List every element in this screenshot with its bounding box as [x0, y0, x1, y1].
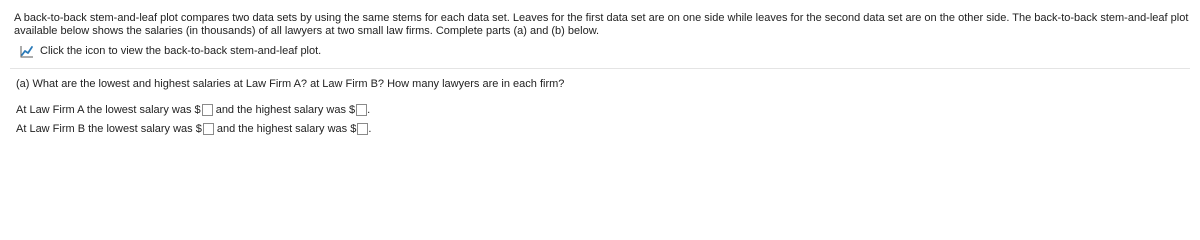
firm-b-highest-input[interactable] — [357, 123, 368, 135]
section-divider — [10, 68, 1190, 69]
intro-text: A back-to-back stem-and-leaf plot compares two data sets by using the same stems for each data set. Leaves for the first data set are on one side while leaves for the second data set are on the other side. The back-to-back stem-and-leaf plot available below shows the salaries (in thousands) of all lawyers at two small law firms. Complete parts (a) and (b) below. — [14, 12, 1189, 37]
firm-a-highest-input[interactable] — [356, 104, 367, 116]
question-a: (a) What are the lowest and highest salaries at Law Firm A? at Law Firm B? How many lawyers are in each firm? — [16, 78, 565, 90]
line-chart-icon[interactable] — [20, 45, 34, 58]
firm-a-suffix: . — [367, 104, 371, 116]
firm-a-lowest-input[interactable] — [202, 104, 213, 116]
firm-a-lowest-prefix: At Law Firm A the lowest salary was $ — [16, 104, 201, 116]
view-plot-link[interactable] — [20, 44, 321, 58]
firm-b-lowest-prefix: At Law Firm B the lowest salary was $ — [16, 123, 202, 135]
firm-b-suffix: . — [368, 123, 372, 135]
firm-a-highest-prefix: and the highest salary was $ — [212, 104, 356, 116]
problem-intro — [14, 12, 1190, 37]
answer-row-firm-b — [16, 122, 371, 136]
firm-b-highest-prefix: and the highest salary was $ — [213, 123, 357, 135]
view-plot-label[interactable]: Click the icon to view the back-to-back stem-and-leaf plot. — [40, 45, 322, 57]
firm-b-lowest-input[interactable] — [203, 123, 214, 135]
answer-row-firm-a — [16, 103, 370, 117]
